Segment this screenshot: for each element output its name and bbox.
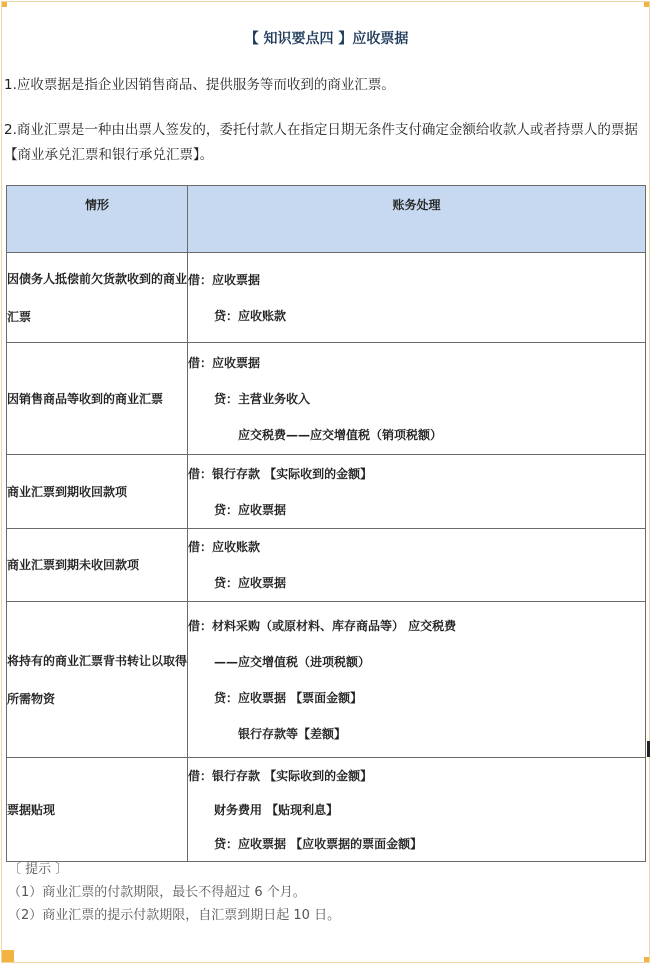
entry-line: 借：材料采购（或原材料、库存商品等） 应交税费 [188,618,457,633]
corner-decoration [644,957,649,962]
entry-line: 贷：应收票据 [214,576,287,590]
case-cell: 商业汇票到期收回款项 [7,455,188,529]
tips-label: 〔 提示 〕 [8,862,69,877]
entry-line: 借：银行存款 【实际收到的金额】 [188,466,373,481]
table-header-row [7,186,646,253]
tip-item: （1）商业汇票的付款期限，最长不得超过 6 个月。 [8,885,306,900]
entry-line: 借：应收账款 [188,540,261,554]
entry-line: 银行存款等【差额】 [238,726,347,741]
table-row [7,253,646,343]
entry-line: 贷：应收账款 [214,308,287,323]
tip-item: （2）商业汇票的提示付款期限，自汇票到期日起 10 日。 [8,908,341,923]
entry-line: 贷：应收票据 [214,502,287,517]
entry-line: 借：应收票据 [188,355,261,370]
case-cell: 因销售商品等收到的商业汇票 [7,343,188,455]
corner-decoration [2,2,7,7]
entry-cell [188,343,646,455]
tips-section [8,858,648,927]
entry-line: 借：银行存款 【实际收到的金额】 [188,768,373,783]
entry-line: 贷：主营业务收入 [214,391,311,406]
table-row [7,529,646,602]
entry-cell [188,602,646,758]
case-cell: 因债务人抵偿前欠货款收到的商业汇票 [7,253,188,343]
entry-cell [188,253,646,343]
case-cell: 将持有的商业汇票背书转让以取得所需物资 [7,602,188,758]
entry-line: ——应交增值税（进项税额） [214,654,371,669]
column-header-accounting: 账务处理 [188,186,646,253]
entry-cell [188,758,646,862]
accounting-table [6,185,646,862]
entry-line: 借：应收票据 [188,272,261,287]
case-cell: 票据贴现 [7,758,188,862]
paragraph-commercial-draft: 2.商业汇票是一种由出票人签发的，委托付款人在指定日期无条件支付确定金额给收款人或者持票人的票据【商业承兑汇票和银行承兑汇票】。 [4,122,638,163]
entry-cell [188,529,646,602]
table-row [7,758,646,862]
section-title: 【 知识要点四 】应收票据 [244,31,409,47]
entry-cell [188,455,646,529]
table-row [7,455,646,529]
entry-line: 贷：应收票据 【应收票据的票面金额】 [214,836,423,851]
column-header-case: 情形 [7,186,188,253]
paragraph-definition: 1.应收票据是指企业因销售商品、提供服务等而收到的商业汇票。 [4,77,395,93]
entry-line: 贷：应收票据 【票面金额】 [214,690,363,705]
entry-line: 财务费用 【贴现利息】 [214,802,339,817]
entry-line: 应交税费——应交增值税（销项税额） [238,427,443,442]
table-row [7,602,646,758]
text-cursor-marker [647,741,650,757]
corner-decoration [2,950,14,962]
table-row [7,343,646,455]
corner-decoration [644,2,649,7]
case-cell: 商业汇票到期未收回款项 [7,529,188,602]
